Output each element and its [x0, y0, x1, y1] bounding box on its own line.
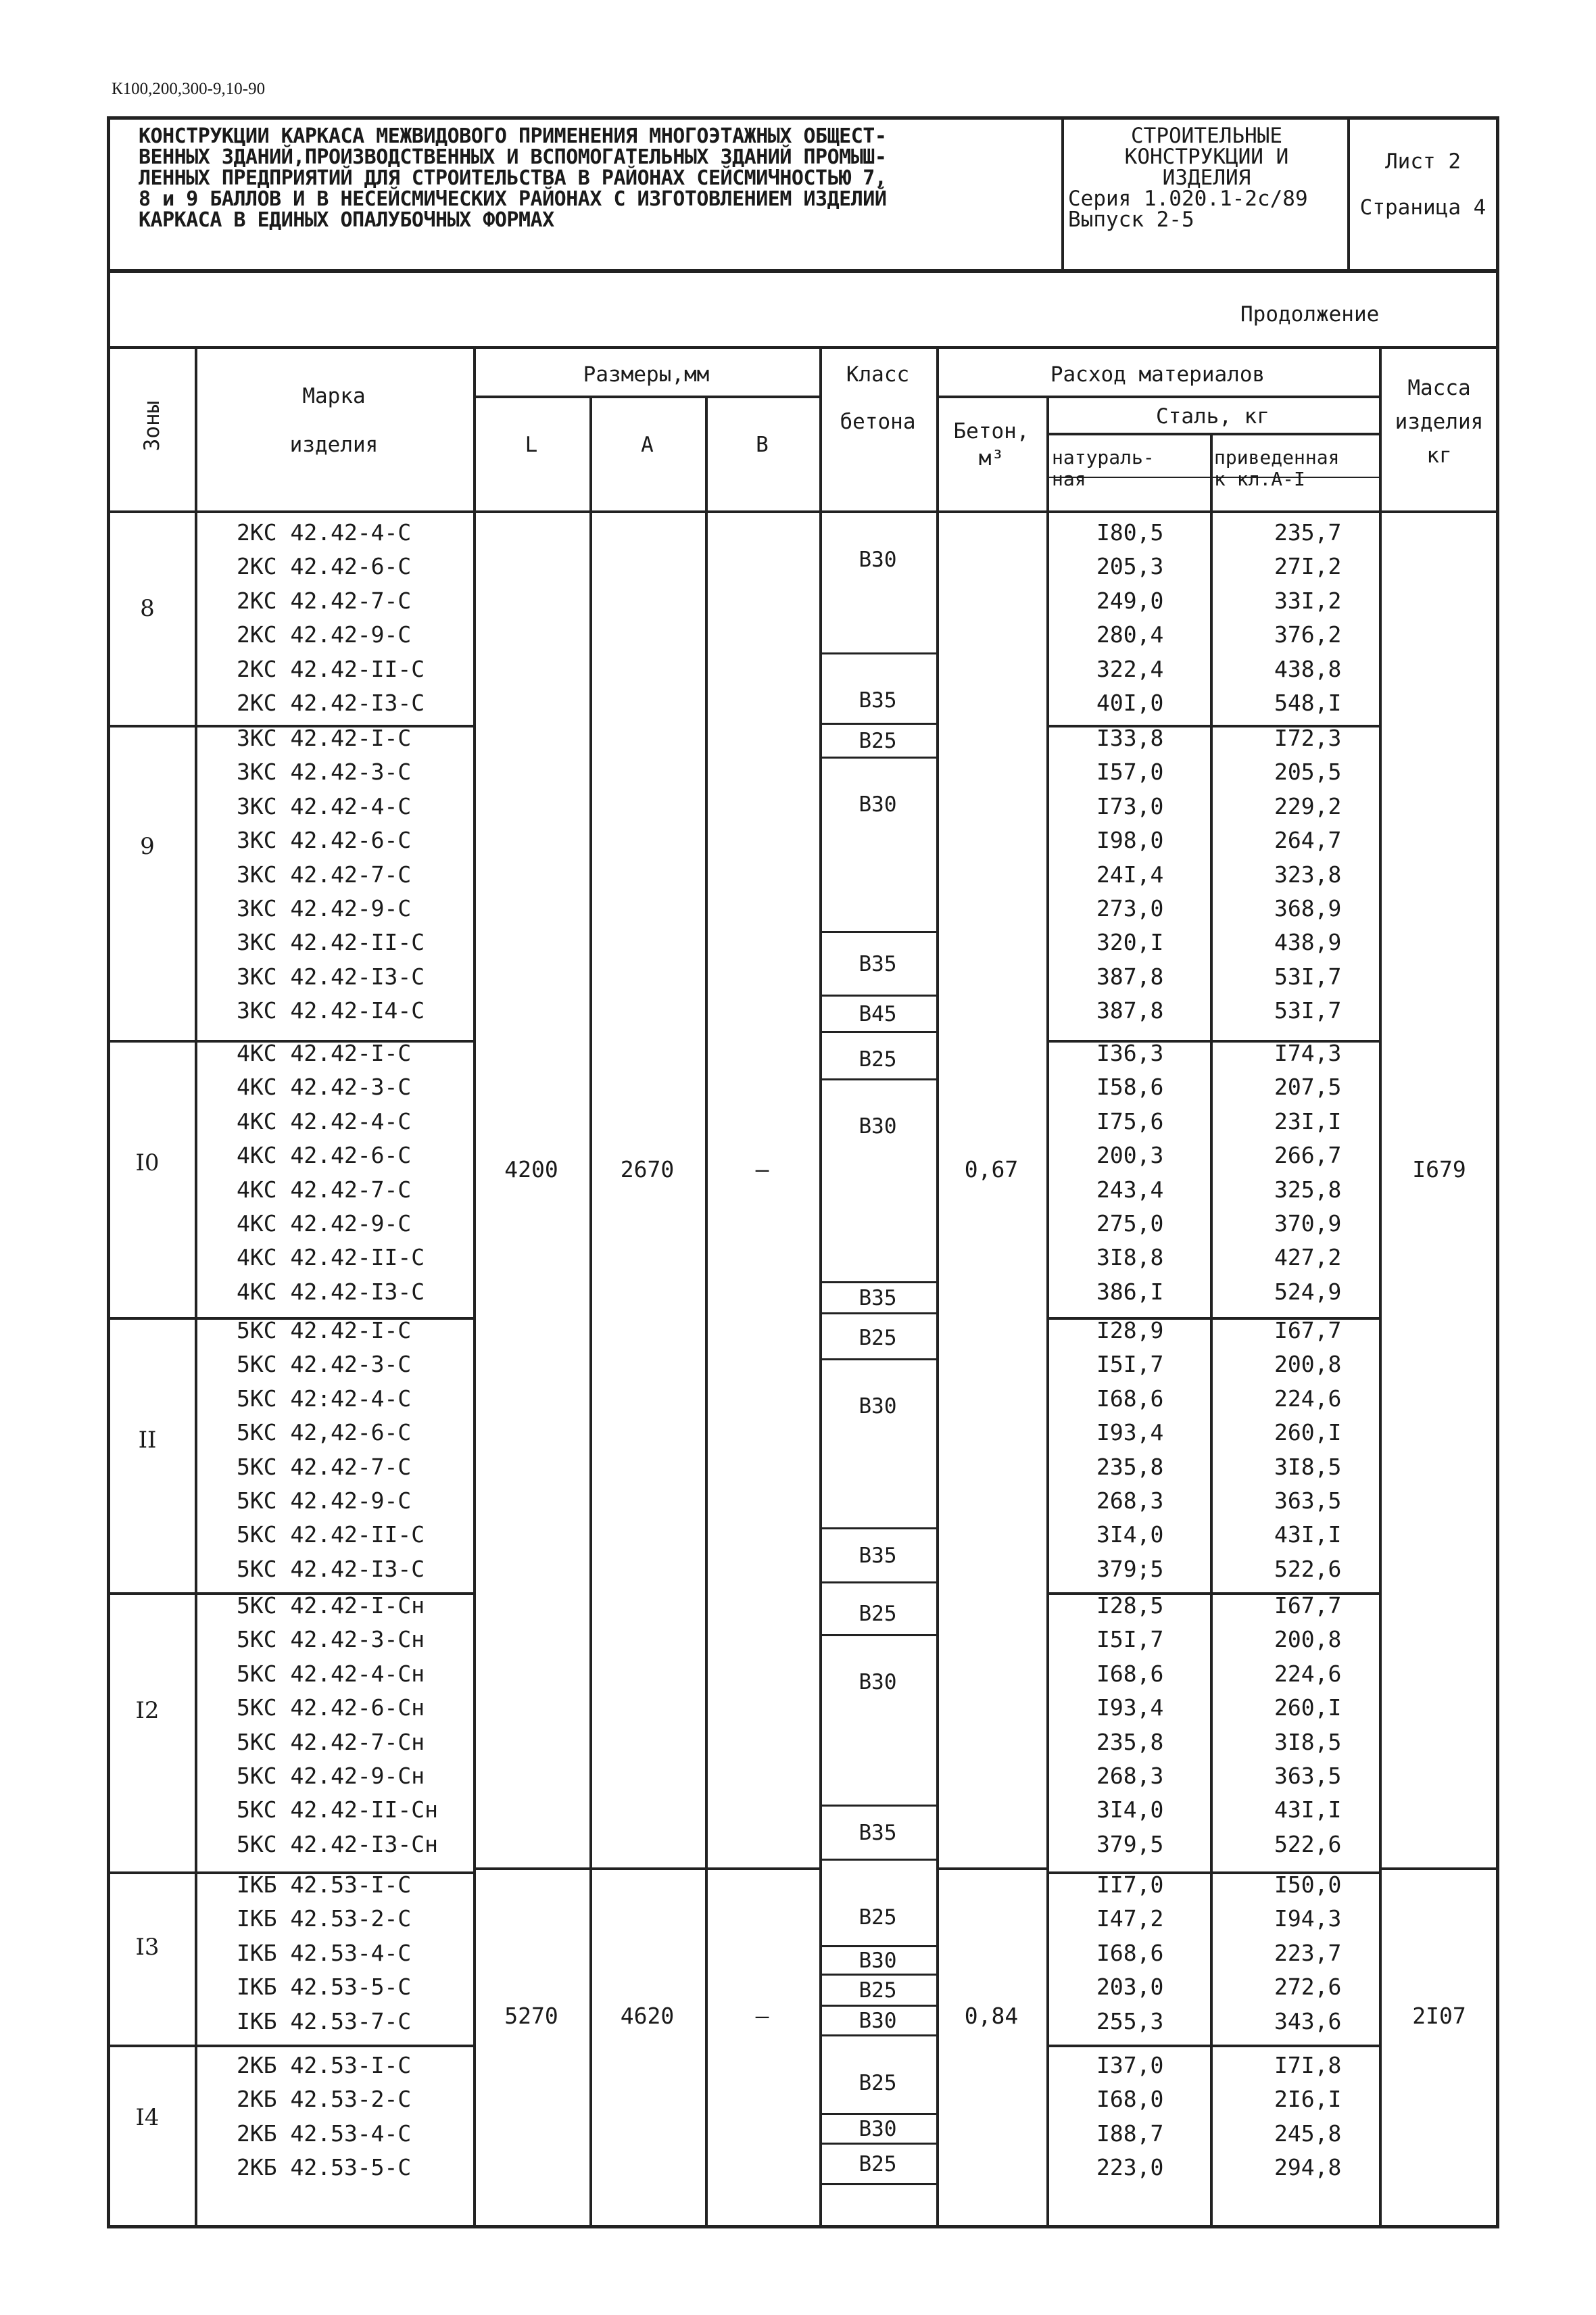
mark-cell: 2КБ 42.53-2-С — [237, 2086, 412, 2112]
col-line — [195, 346, 197, 2228]
reduced-steel-cell: 3I8,5 — [1274, 1454, 1342, 1480]
zone-label: I4 — [135, 2104, 160, 2131]
natural-steel-cell: I5I,7 — [1096, 1351, 1164, 1377]
natural-steel-cell: II7,0 — [1096, 1871, 1164, 1898]
group-separator — [107, 1317, 195, 1320]
natural-steel-cell: I93,4 — [1096, 1694, 1164, 1721]
reduced-steel-cell: I72,3 — [1274, 725, 1342, 751]
mark-cell: 2КБ 42.53-5-С — [237, 2154, 412, 2180]
natural-steel-cell: 249,0 — [1096, 588, 1164, 614]
natural-steel-cell: 320,I — [1096, 929, 1164, 955]
class-cell: В25 — [859, 1047, 897, 1072]
natural-steel-cell: 235,8 — [1096, 1729, 1164, 1755]
mass-header: Масса — [1407, 376, 1471, 400]
group-separator — [107, 1592, 195, 1595]
header-sub-line — [936, 396, 1379, 398]
mass-header-3: кг — [1426, 444, 1452, 468]
reduced-steel-cell: 53I,7 — [1274, 997, 1342, 1024]
mass-value: I679 — [1412, 1156, 1466, 1183]
natural-steel-cell: 255,3 — [1096, 2008, 1164, 2034]
concrete-header: Бетон, — [953, 419, 1030, 444]
natural-steel-cell: 275,0 — [1096, 1210, 1164, 1237]
mark-header: Марка — [302, 384, 366, 408]
natural-steel-cell: 273,0 — [1096, 895, 1164, 922]
natural-steel-cell: 379;5 — [1096, 1556, 1164, 1582]
natural-steel-cell: 379,5 — [1096, 1831, 1164, 1857]
mark-cell: 5КС 42.42-I-С — [237, 1317, 412, 1343]
reduced-steel-cell: 438,8 — [1274, 656, 1342, 682]
natural-steel-cell: 3I8,8 — [1096, 1244, 1164, 1270]
mark-cell: IКБ 42.53-7-С — [237, 2008, 412, 2034]
reduced-steel-cell: 229,2 — [1274, 793, 1342, 819]
size-group-separator — [473, 1867, 819, 1870]
stamp-divider-1 — [1061, 116, 1064, 273]
reduced-steel-cell: 245,8 — [1274, 2120, 1342, 2147]
group-separator — [107, 2045, 195, 2047]
series-line: КОНСТРУКЦИИ И — [1124, 145, 1289, 169]
natural-steel-cell: 268,3 — [1096, 1487, 1164, 1514]
col-line — [589, 396, 592, 2228]
mark-cell: 5КС 42.42-II-С — [237, 1521, 425, 1548]
natural-steel-cell: I88,7 — [1096, 2120, 1164, 2147]
mark-cell: 5КС 42.42-I3-С — [237, 1556, 425, 1582]
mark-cell: 2КС 42.42-6-С — [237, 553, 412, 579]
mark-cell: IКБ 42.53-2-С — [237, 1905, 412, 1932]
natural-steel-cell: 322,4 — [1096, 656, 1164, 682]
series-line: Выпуск 2-5 — [1068, 208, 1194, 232]
mark-cell: 5КС 42.42-I-Сн — [237, 1592, 425, 1619]
series-line: СТРОИТЕЛЬНЫЕ — [1131, 124, 1282, 148]
reduced-steel-cell: 23I,I — [1274, 1108, 1342, 1135]
natural-steel-cell: I68,6 — [1096, 1661, 1164, 1687]
reduced-steel-cell: 370,9 — [1274, 1210, 1342, 1237]
title-line: 8 и 9 БАЛЛОВ И В НЕСЕЙСМИЧЕСКИХ РАЙОНАХ С ИЗГОТОВЛЕНИЕМ ИЗДЕЛИЙ — [139, 187, 887, 211]
natural-steel-cell: I98,0 — [1096, 827, 1164, 853]
group-separator — [107, 725, 195, 727]
class-box — [819, 1636, 936, 1807]
reduced-steel-cell: 33I,2 — [1274, 588, 1342, 614]
natural-steel-cell: I80,5 — [1096, 519, 1164, 546]
mark-cell: 4КС 42.42-II-С — [237, 1244, 425, 1270]
reduced-steel-cell: 224,6 — [1274, 1661, 1342, 1687]
reduced-steel-cell: 2I6,I — [1274, 2086, 1342, 2112]
reduced-steel-cell: I7I,8 — [1274, 2052, 1342, 2078]
class-cell: В30 — [859, 548, 897, 572]
reduced-steel-cell: 376,2 — [1274, 621, 1342, 648]
mark-cell: 3КС 42.42-9-С — [237, 895, 412, 922]
title-line: КАРКАСА В ЕДИНЫХ ОПАЛУБОЧНЫХ ФОРМАХ — [139, 208, 554, 232]
mark-cell: 2КБ 42.53-I-С — [237, 2052, 412, 2078]
class-cell: В35 — [859, 1286, 897, 1310]
reduced-steel-cell: 524,9 — [1274, 1279, 1342, 1305]
natural-steel-cell: 40I,0 — [1096, 690, 1164, 716]
mass-value: 2I07 — [1412, 2003, 1466, 2029]
reduced-steel-cell: 224,6 — [1274, 1385, 1342, 1412]
mark-cell: 5КС 42.42-7-С — [237, 1454, 412, 1480]
mark-cell: 5КС 42,42-6-С — [237, 1419, 412, 1446]
mark-cell: IКБ 42.53-I-С — [237, 1871, 412, 1898]
series-line: ИЗДЕЛИЯ — [1162, 166, 1251, 190]
natural-steel-cell: 203,0 — [1096, 1974, 1164, 2000]
class-cell: В30 — [859, 1949, 897, 1973]
natural-steel-cell: 387,8 — [1096, 997, 1164, 1024]
class-header-2: бетона — [840, 410, 916, 434]
class-box — [819, 514, 936, 654]
mark-cell: 3КС 42.42-7-С — [237, 861, 412, 888]
reduced-steel-cell: 200,8 — [1274, 1351, 1342, 1377]
size-b-header: B — [756, 433, 769, 457]
col-line — [936, 346, 939, 2228]
zone-header: Зоны — [140, 400, 164, 452]
natural-steel-cell: 205,3 — [1096, 553, 1164, 579]
class-cell: В30 — [859, 1114, 897, 1139]
mark-cell: 5КС 42.42-7-Сн — [237, 1729, 425, 1755]
col-line — [1210, 433, 1213, 2228]
mark-cell: 4КС 42.42-4-С — [237, 1108, 412, 1135]
sizes-header: Размеры,мм — [583, 362, 710, 387]
mark-cell: 4КС 42.42-7-С — [237, 1176, 412, 1203]
class-cell: В25 — [859, 1601, 897, 1626]
reduced-steel-cell: 363,5 — [1274, 1487, 1342, 1514]
width-value: 2670 — [620, 1156, 675, 1183]
mark-cell: 2КС 42.42-4-С — [237, 519, 412, 546]
class-cell: В35 — [859, 952, 897, 976]
mark-cell: 4КС 42.42-I3-С — [237, 1279, 425, 1305]
mark-cell: 5КС 42.42-6-Сн — [237, 1694, 425, 1721]
width-value: 4620 — [620, 2003, 675, 2029]
mark-cell: 5КС 42.42-9-С — [237, 1487, 412, 1514]
reduced-steel-cell: 272,6 — [1274, 1974, 1342, 2000]
mark-cell: 2КС 42.42-I3-С — [237, 690, 425, 716]
sheet-info — [1352, 139, 1494, 231]
reduced-steel-cell: 207,5 — [1274, 1074, 1342, 1100]
reduced-steel-cell: 43I,I — [1274, 1796, 1342, 1823]
reduced-steel-cell: I67,7 — [1274, 1317, 1342, 1343]
natural-steel-cell: I28,9 — [1096, 1317, 1164, 1343]
zone-label: I3 — [135, 1934, 160, 1961]
reduced-header: приведенная — [1214, 446, 1340, 469]
reduced-steel-cell: 266,7 — [1274, 1142, 1342, 1168]
reduced-steel-cell: 53I,7 — [1274, 963, 1342, 990]
natural-steel-cell: 268,3 — [1096, 1763, 1164, 1789]
reduced-steel-cell: 522,6 — [1274, 1831, 1342, 1857]
class-cell: В30 — [859, 1394, 897, 1418]
natural-steel-cell: I5I,7 — [1096, 1626, 1164, 1652]
natural-steel-cell: 280,4 — [1096, 621, 1164, 648]
reduced-steel-cell: 368,9 — [1274, 895, 1342, 922]
group-separator — [107, 1040, 195, 1043]
reduced-steel-cell: 363,5 — [1274, 1763, 1342, 1789]
class-cell: В25 — [859, 2070, 897, 2095]
header-bottom-line — [107, 510, 1499, 513]
mark-cell: 3КС 42.42-II-С — [237, 929, 425, 955]
mark-cell: 5КС 42.42-3-Сн — [237, 1626, 425, 1652]
natural-steel-cell: 223,0 — [1096, 2154, 1164, 2180]
size-group-separator — [936, 1867, 1046, 1870]
reduced-steel-cell: 548,I — [1274, 690, 1342, 716]
class-cell: В25 — [859, 1326, 897, 1350]
class-box — [819, 1360, 936, 1529]
length-value: 5270 — [504, 2003, 558, 2029]
mark-cell: 5КС 42.42-II-Сн — [237, 1796, 439, 1823]
class-box — [819, 759, 936, 933]
natural-steel-cell: 387,8 — [1096, 963, 1164, 990]
natural-steel-cell: 24I,4 — [1096, 861, 1164, 888]
zone-label: I2 — [135, 1697, 160, 1724]
reduced-steel-cell: I74,3 — [1274, 1040, 1342, 1066]
natural-steel-cell: 200,3 — [1096, 1142, 1164, 1168]
title-line: ЛЕННЫХ ПРЕДПРИЯТИЙ ДЛЯ СТРОИТЕЛЬСТВА В РАЙОНАХ СЕЙСМИЧНОСТЬЮ 7, — [139, 166, 887, 190]
natural-steel-cell: I57,0 — [1096, 759, 1164, 785]
mass-header-2: изделия — [1395, 410, 1484, 434]
reduced-steel-cell: 27I,2 — [1274, 553, 1342, 579]
natural-steel-cell: I47,2 — [1096, 1905, 1164, 1932]
mark-cell: IКБ 42.53-5-С — [237, 1974, 412, 2000]
title-line: КОНСТРУКЦИИ КАРКАСА МЕЖВИДОВОГО ПРИМЕНЕНИЯ МНОГОЭТАЖНЫХ ОБЩЕСТ- — [139, 124, 887, 148]
mark-cell: 2КС 42.42-II-С — [237, 656, 425, 682]
natural-steel-cell: I68,6 — [1096, 1385, 1164, 1412]
header-top-line — [107, 346, 1499, 349]
class-cell: В30 — [859, 792, 897, 817]
natural-steel-cell: 235,8 — [1096, 1454, 1164, 1480]
mark-cell: 5КС 42.42-4-Сн — [237, 1661, 425, 1687]
document-title — [139, 126, 1061, 231]
concrete-volume: 0,84 — [964, 2003, 1019, 2029]
reduced-steel-cell: 3I8,5 — [1274, 1729, 1342, 1755]
series-line: Серия 1.020.1-2с/89 — [1068, 187, 1308, 211]
natural-steel-cell: 243,4 — [1096, 1176, 1164, 1203]
class-header: Класс — [846, 362, 910, 387]
title-line: ВЕННЫХ ЗДАНИЙ,ПРОИЗВОДСТВЕННЫХ И ВСПОМОГАТЕЛЬНЫХ ЗДАНИЙ ПРОМЫШ- — [139, 145, 887, 169]
class-cell: В25 — [859, 1978, 897, 2003]
reduced-steel-cell: 343,6 — [1274, 2008, 1342, 2034]
mark-cell: 4КС 42.42-I-С — [237, 1040, 412, 1066]
zone-label: I0 — [135, 1149, 160, 1176]
zone-label: 9 — [140, 833, 155, 860]
natural-steel-cell: I33,8 — [1096, 725, 1164, 751]
col-line — [1379, 346, 1382, 2228]
class-cell: В25 — [859, 729, 897, 753]
reduced-steel-cell: 260,I — [1274, 1419, 1342, 1446]
series-info — [1068, 126, 1345, 231]
natural-steel-cell: 3I4,0 — [1096, 1521, 1164, 1548]
page-number: Страница 4 — [1359, 195, 1486, 220]
natural-steel-cell: I68,0 — [1096, 2086, 1164, 2112]
natural-steel-cell: 3I4,0 — [1096, 1796, 1164, 1823]
b-value: – — [755, 1156, 769, 1183]
class-cell: В25 — [859, 2152, 897, 2176]
concrete-volume: 0,67 — [964, 1156, 1019, 1183]
zone-label: II — [138, 1427, 157, 1454]
size-group-separator — [1379, 1867, 1499, 1870]
reduced-steel-cell: I67,7 — [1274, 1592, 1342, 1619]
steel-header: Сталь, кг — [1156, 404, 1269, 429]
natural-steel-cell: I93,4 — [1096, 1419, 1164, 1446]
reduced-steel-cell: 294,8 — [1274, 2154, 1342, 2180]
mark-cell: 5КС 42.42-I3-Сн — [237, 1831, 439, 1857]
natural-steel-cell: I28,5 — [1096, 1592, 1164, 1619]
header-sub-line — [1046, 477, 1379, 478]
continuation-label: Продолжение — [1240, 302, 1380, 327]
reduced-header-2: к кл.А-I — [1214, 468, 1305, 490]
class-cell: В45 — [859, 1002, 897, 1026]
natural-header: натураль- — [1052, 446, 1155, 469]
natural-header-2: ная — [1052, 468, 1086, 490]
mark-cell: 5КС 42.42-3-С — [237, 1351, 412, 1377]
class-cell: В35 — [859, 1821, 897, 1845]
reduced-steel-cell: 264,7 — [1274, 827, 1342, 853]
reduced-steel-cell: I94,3 — [1274, 1905, 1342, 1932]
mark-cell: 3КС 42.42-4-С — [237, 793, 412, 819]
natural-steel-cell: I75,6 — [1096, 1108, 1164, 1135]
mark-cell: 4КС 42.42-3-С — [237, 1074, 412, 1100]
mark-header-2: изделия — [289, 433, 379, 457]
reduced-steel-cell: 427,2 — [1274, 1244, 1342, 1270]
mark-cell: 2КБ 42.53-4-С — [237, 2120, 412, 2147]
reduced-steel-cell: 223,7 — [1274, 1940, 1342, 1966]
sheet-number: Лист 2 — [1385, 149, 1461, 174]
mark-cell: 3КС 42.42-I3-С — [237, 963, 425, 990]
mark-cell: 4КС 42.42-6-С — [237, 1142, 412, 1168]
group-separator — [107, 1871, 195, 1874]
mark-cell: 4КС 42.42-9-С — [237, 1210, 412, 1237]
size-l-header: L — [525, 433, 538, 457]
header-sub-line — [473, 396, 819, 398]
mark-cell: 3КС 42.42-6-С — [237, 827, 412, 853]
consumption-header: Расход материалов — [1050, 362, 1265, 387]
reduced-steel-cell: 323,8 — [1274, 861, 1342, 888]
mark-cell: 3КС 42.42-I4-С — [237, 997, 425, 1024]
mark-cell: 2КС 42.42-9-С — [237, 621, 412, 648]
class-cell: В25 — [859, 1905, 897, 1930]
class-cell: В30 — [859, 2117, 897, 2141]
group-separator — [195, 2045, 473, 2047]
class-cell: В30 — [859, 2009, 897, 2033]
size-a-header: A — [641, 433, 654, 457]
document-code: К100,200,300-9,10-90 — [112, 80, 266, 98]
reduced-steel-cell: 325,8 — [1274, 1176, 1342, 1203]
natural-steel-cell: I68,6 — [1096, 1940, 1164, 1966]
zone-label: 8 — [140, 595, 155, 622]
class-cell: В35 — [859, 1544, 897, 1568]
concrete-unit: м³ — [978, 446, 1005, 471]
reduced-steel-cell: 260,I — [1274, 1694, 1342, 1721]
col-line — [705, 396, 708, 2228]
col-line — [473, 346, 476, 2228]
mark-cell: 2КС 42.42-7-С — [237, 588, 412, 614]
mark-cell: 5КС 42.42-9-Сн — [237, 1763, 425, 1789]
reduced-steel-cell: 235,7 — [1274, 519, 1342, 546]
class-cell: В35 — [859, 688, 897, 713]
group-separator — [1046, 2045, 1379, 2047]
class-cell: В30 — [859, 1670, 897, 1694]
header-sub-line — [1046, 433, 1379, 435]
class-box — [819, 1080, 936, 1283]
reduced-steel-cell: 522,6 — [1274, 1556, 1342, 1582]
mark-cell: 5КС 42:42-4-С — [237, 1385, 412, 1412]
natural-steel-cell: I58,6 — [1096, 1074, 1164, 1100]
b-value: – — [755, 2003, 769, 2029]
reduced-steel-cell: I50,0 — [1274, 1871, 1342, 1898]
reduced-steel-cell: 200,8 — [1274, 1626, 1342, 1652]
reduced-steel-cell: 438,9 — [1274, 929, 1342, 955]
natural-steel-cell: 386,I — [1096, 1279, 1164, 1305]
length-value: 4200 — [504, 1156, 558, 1183]
mark-cell: 3КС 42.42-I-С — [237, 725, 412, 751]
natural-steel-cell: I36,3 — [1096, 1040, 1164, 1066]
reduced-steel-cell: 205,5 — [1274, 759, 1342, 785]
col-line — [1046, 396, 1049, 2228]
natural-steel-cell: I73,0 — [1096, 793, 1164, 819]
stamp-divider-2 — [1347, 116, 1350, 273]
mark-cell: 3КС 42.42-3-С — [237, 759, 412, 785]
reduced-steel-cell: 43I,I — [1274, 1521, 1342, 1548]
mark-cell: IКБ 42.53-4-С — [237, 1940, 412, 1966]
natural-steel-cell: I37,0 — [1096, 2052, 1164, 2078]
